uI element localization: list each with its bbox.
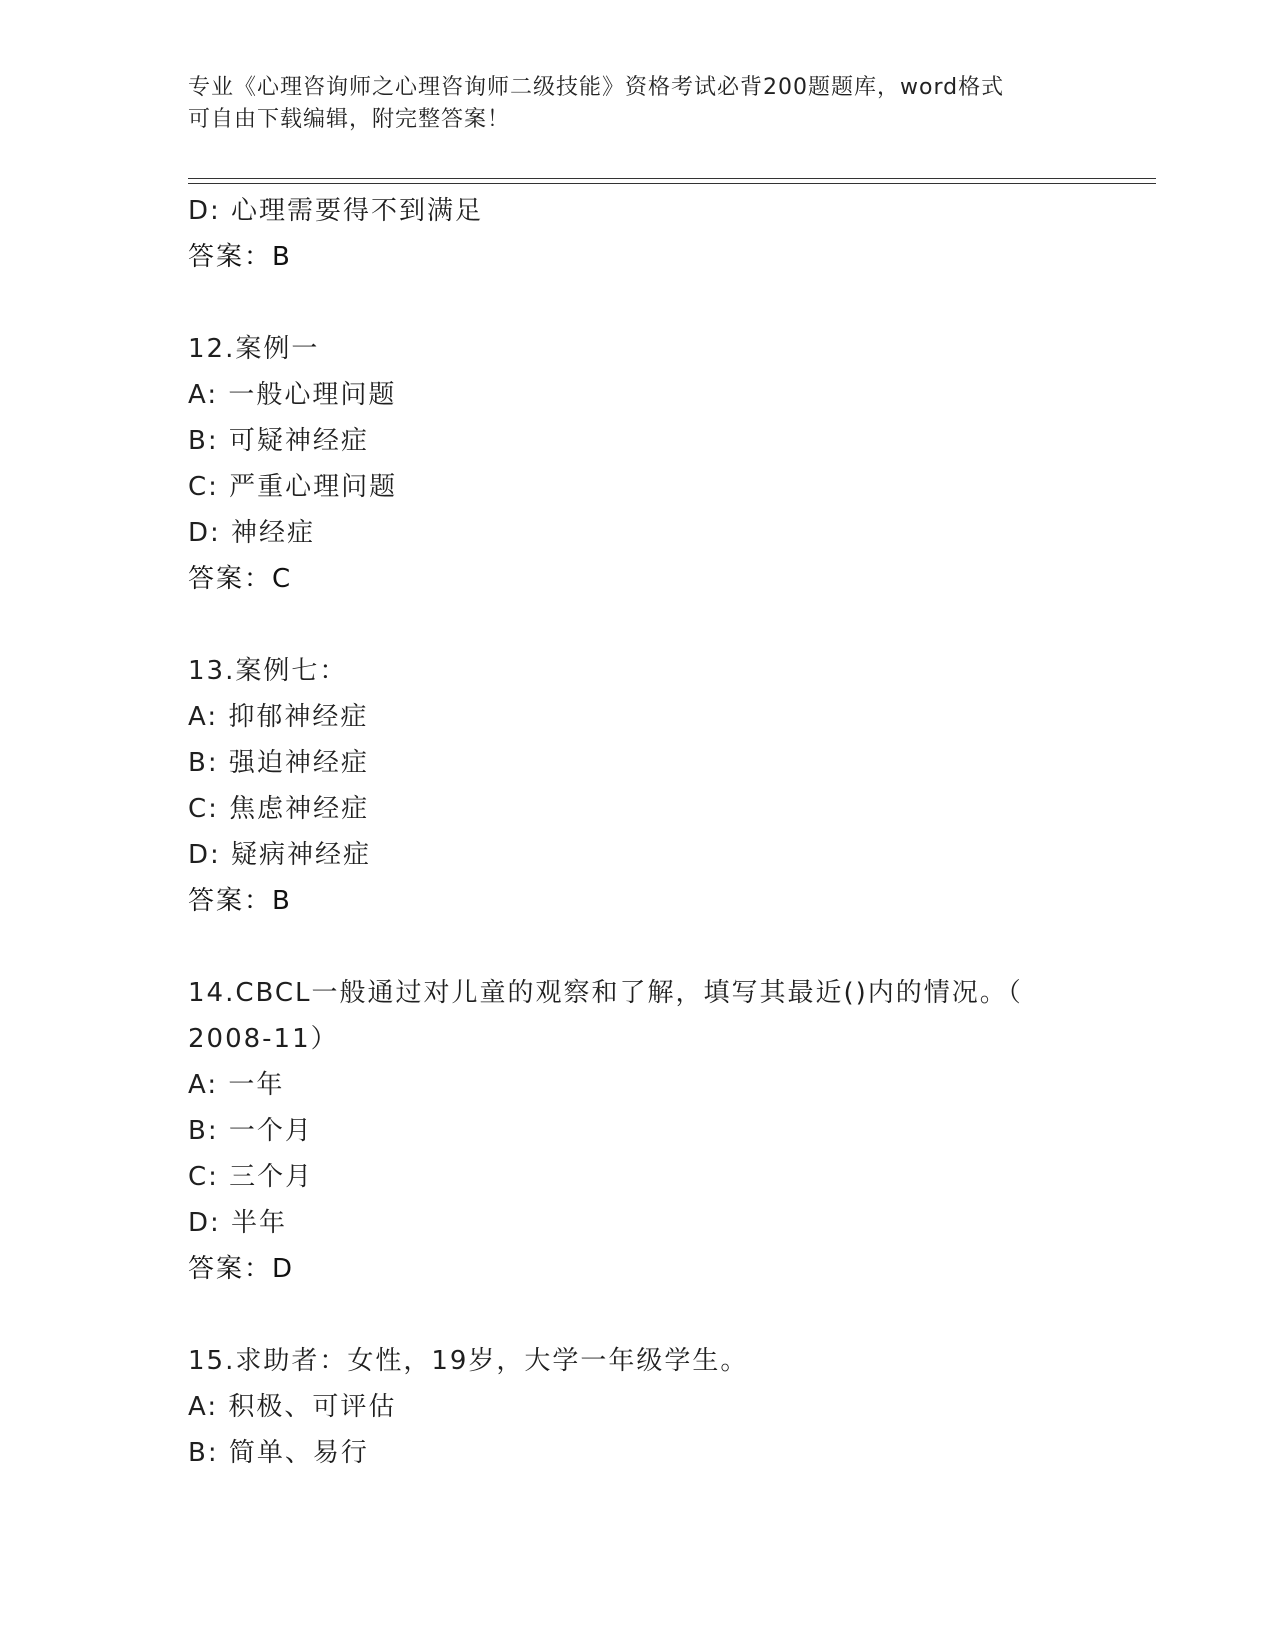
option-a: A: 抑郁神经症 [188, 702, 369, 732]
question-text: 13.案例七： [188, 656, 348, 686]
answer-line: 答案：D [188, 1254, 295, 1284]
option-a: A: 积极、可评估 [188, 1392, 397, 1422]
option-a: A: 一年 [188, 1070, 285, 1100]
question-block-14 [188, 970, 1088, 1292]
header-rule-top [188, 178, 1156, 179]
question-block-15 [188, 1338, 1088, 1476]
option-d: D: 疑病神经症 [188, 840, 372, 870]
question-text-continued: 2008-11） [188, 1024, 339, 1054]
question-text: 15.求助者：女性，19岁，大学一年级学生。 [188, 1346, 749, 1376]
answer-line: 答案：B [188, 886, 292, 916]
document-header [188, 72, 1088, 136]
question-list [188, 188, 1088, 1476]
option-b: B: 一个月 [188, 1116, 313, 1146]
question-block-12 [188, 326, 1088, 602]
header-rule-bottom [188, 183, 1156, 184]
question-block-11 [188, 188, 1088, 280]
option-c: C: 焦虑神经症 [188, 794, 370, 824]
header-line-1: 专业《心理咨询师之心理咨询师二级技能》资格考试必背200题题库，word格式 [188, 75, 1005, 100]
option-c: C: 严重心理问题 [188, 472, 398, 502]
option-d: D: 神经症 [188, 518, 316, 548]
question-text: 12.案例一 [188, 334, 320, 364]
option-d: D: 心理需要得不到满足 [188, 196, 484, 226]
answer-line: 答案：C [188, 564, 293, 594]
question-text: 14.CBCL一般通过对儿童的观察和了解，填写其最近()内的情况。（ [188, 978, 1023, 1008]
question-block-13 [188, 648, 1088, 924]
option-c: C: 三个月 [188, 1162, 314, 1192]
option-d: D: 半年 [188, 1208, 288, 1238]
option-a: A: 一般心理问题 [188, 380, 397, 410]
answer-line: 答案：B [188, 242, 292, 272]
option-b: B: 强迫神经症 [188, 748, 369, 778]
option-b: B: 可疑神经症 [188, 426, 369, 456]
header-line-2: 可自由下载编辑，附完整答案！ [188, 107, 511, 132]
option-b: B: 简单、易行 [188, 1438, 369, 1468]
